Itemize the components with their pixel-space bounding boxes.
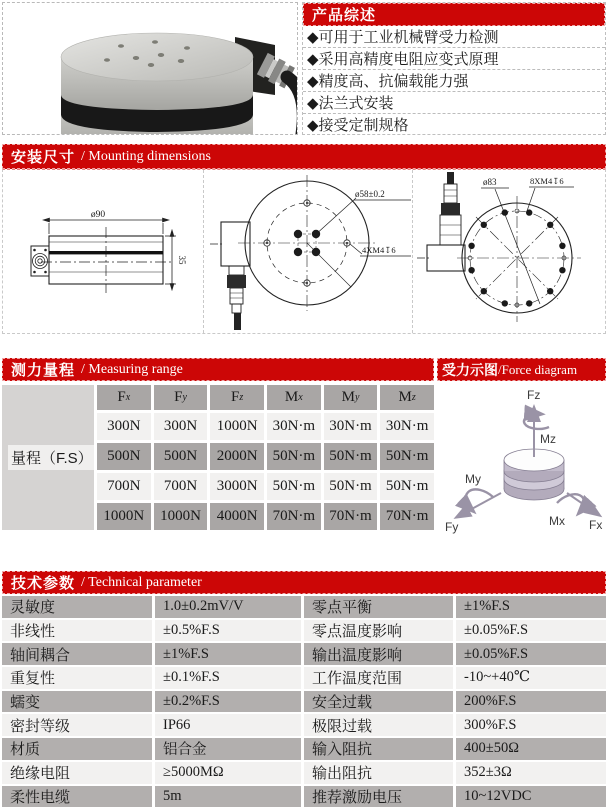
top-view-holes-label: 4XM4↧6: [362, 245, 396, 255]
tech-label-right: 推荐激励电压: [304, 786, 453, 808]
mid-row: [2, 358, 606, 543]
mounting-header: [2, 144, 606, 169]
measuring-value: 1000N: [154, 503, 208, 530]
measuring-col-header: F y: [154, 385, 208, 410]
tech-value-right: ±0.05%F.S: [456, 643, 606, 665]
tech-value-left: 铝合金: [155, 738, 301, 760]
cable-knurl-2: [441, 203, 460, 215]
measuring-value: 3000N: [210, 473, 264, 500]
cable: [287, 77, 297, 134]
label-mx: Mx: [549, 514, 565, 528]
tech-label-right: 零点平衡: [304, 596, 453, 618]
mounting-title-en: / Mounting dimensions: [81, 148, 211, 164]
label-fy: Fy: [445, 520, 459, 534]
measuring-row-label: 量程（F.S）: [2, 385, 94, 530]
tech-label-right: 输入阻抗: [304, 738, 453, 760]
top-view-svg: [204, 170, 413, 333]
force-header: [437, 358, 606, 381]
bottom-view-bolt-circle-label: ø83: [483, 177, 497, 187]
measuring-value: 50N·m: [267, 443, 321, 470]
measuring-value: 70N·m: [267, 503, 321, 530]
label-mz: Mz: [540, 432, 556, 446]
measuring-col-header: M y: [324, 385, 378, 410]
tech-label-left: 密封等级: [2, 714, 152, 736]
technical-header: [2, 571, 606, 594]
summary-item: ◆接受定制规格: [307, 118, 409, 134]
measuring-value: 50N·m: [324, 473, 378, 500]
tech-value-left: IP66: [155, 714, 301, 736]
tech-label-right: 零点温度影响: [304, 620, 453, 642]
tech-label-left: 轴间耦合: [2, 643, 152, 665]
tech-label-right: 安全过载: [304, 691, 453, 713]
summary-title: 产品综述: [312, 7, 377, 24]
technical-title-zh: 技术参数: [11, 575, 76, 592]
tech-value-right: 400±50Ω: [456, 738, 606, 760]
tech-label-left: 材质: [2, 738, 152, 760]
measuring-header: [2, 358, 434, 381]
tech-label-right: 输出温度影响: [304, 643, 453, 665]
tech-value-left: 1.0±0.2mV/V: [155, 596, 301, 618]
product-photo-image: [3, 3, 297, 134]
top-view-bolt-circle-label: ø58±0.2: [355, 189, 385, 199]
tech-value-right: 10~12VDC: [456, 786, 606, 808]
measuring-section: [2, 358, 434, 530]
side-view-band: [49, 251, 163, 254]
measuring-value: 70N·m: [380, 503, 434, 530]
mounting-drawings: [2, 169, 606, 334]
measuring-value: 30N·m: [380, 413, 434, 440]
measuring-col-header: M z: [380, 385, 434, 410]
summary-item: ◆采用高精度电阻应变式原理: [303, 48, 605, 70]
cylinder-top-face: [61, 33, 253, 81]
label-fz: Fz: [527, 388, 541, 402]
dim-height: 35: [177, 255, 187, 265]
measuring-table: [2, 385, 434, 530]
force-title-en: /Force diagram: [498, 361, 578, 377]
measuring-value: 1000N: [97, 503, 151, 530]
tech-value-right: 352±3Ω: [456, 762, 606, 784]
summary-item: ◆精度高、抗偏载能力强: [303, 70, 605, 92]
measuring-value: 300N: [154, 413, 208, 440]
tech-value-right: -10~+40℃: [456, 667, 606, 689]
label-fx: Fx: [589, 518, 603, 532]
product-photo: [2, 2, 298, 135]
mounting-title-zh: 安装尺寸: [11, 149, 76, 166]
technical-title-en: / Technical parameter: [81, 574, 202, 590]
measuring-value: 700N: [97, 473, 151, 500]
dim-diameter: ø90: [90, 210, 106, 220]
measuring-col-header: F z: [210, 385, 264, 410]
measuring-value: 50N·m: [380, 443, 434, 470]
cable-stub-2: [447, 172, 454, 184]
tech-label-left: 重复性: [2, 667, 152, 689]
tech-value-right: 300%F.S: [456, 714, 606, 736]
summary-header: [303, 3, 605, 26]
measuring-value: 500N: [97, 443, 151, 470]
summary-item: ◆法兰式安装: [303, 92, 605, 114]
cable-stub: [234, 313, 241, 330]
measuring-value: 700N: [154, 473, 208, 500]
measuring-value: 4000N: [210, 503, 264, 530]
side-view-svg: [3, 170, 203, 333]
tech-label-left: 非线性: [2, 620, 152, 642]
measuring-value: 30N·m: [324, 413, 378, 440]
force-diagram-section: [437, 358, 606, 543]
bottom-view-holes-label: 8XM4↧6: [530, 176, 564, 186]
measuring-value: 1000N: [210, 413, 264, 440]
tech-label-right: 极限过载: [304, 714, 453, 736]
measuring-value: 70N·m: [324, 503, 378, 530]
measuring-value: 2000N: [210, 443, 264, 470]
drawing-bottom-view: [412, 170, 607, 333]
label-my: My: [465, 472, 481, 486]
tech-label-left: 灵敏度: [2, 596, 152, 618]
summary-list: [303, 26, 605, 135]
drawing-side-view: [3, 170, 203, 333]
force-diagram-image: [437, 383, 606, 543]
measuring-title-en: / Measuring range: [81, 361, 183, 377]
tech-value-right: 200%F.S: [456, 691, 606, 713]
measuring-value: 500N: [154, 443, 208, 470]
tech-value-right: ±0.05%F.S: [456, 620, 606, 642]
summary-item: ◆可用于工业机械臂受力检测: [303, 26, 605, 48]
measuring-title-zh: 测力量程: [11, 362, 76, 379]
tech-label-right: 工作温度范围: [304, 667, 453, 689]
force-title-zh: 受力示图: [442, 361, 498, 378]
drawing-top-view: [203, 170, 412, 333]
tech-label-left: 蠕变: [2, 691, 152, 713]
measuring-value: 50N·m: [324, 443, 378, 470]
cable-knurl: [227, 275, 246, 288]
tech-value-left: 5m: [155, 786, 301, 808]
measuring-value: 30N·m: [267, 413, 321, 440]
tech-value-left: ±0.5%F.S: [155, 620, 301, 642]
measuring-col-header: M x: [267, 385, 321, 410]
tech-label-left: 绝缘电阻: [2, 762, 152, 784]
measuring-value: 50N·m: [267, 473, 321, 500]
tech-value-right: ±1%F.S: [456, 596, 606, 618]
product-summary: [302, 2, 606, 135]
top-row: [2, 2, 606, 135]
tech-value-left: ±0.2%F.S: [155, 691, 301, 713]
bottom-view-svg: [413, 170, 607, 333]
tech-label-right: 输出阻抗: [304, 762, 453, 784]
measuring-col-header: F x: [97, 385, 151, 410]
tech-value-left: ±1%F.S: [155, 643, 301, 665]
tech-value-left: ±0.1%F.S: [155, 667, 301, 689]
measuring-value: 50N·m: [380, 473, 434, 500]
measuring-value: 300N: [97, 413, 151, 440]
tech-table: [2, 596, 606, 807]
tech-label-left: 柔性电缆: [2, 786, 152, 808]
tech-value-left: ≥5000MΩ: [155, 762, 301, 784]
